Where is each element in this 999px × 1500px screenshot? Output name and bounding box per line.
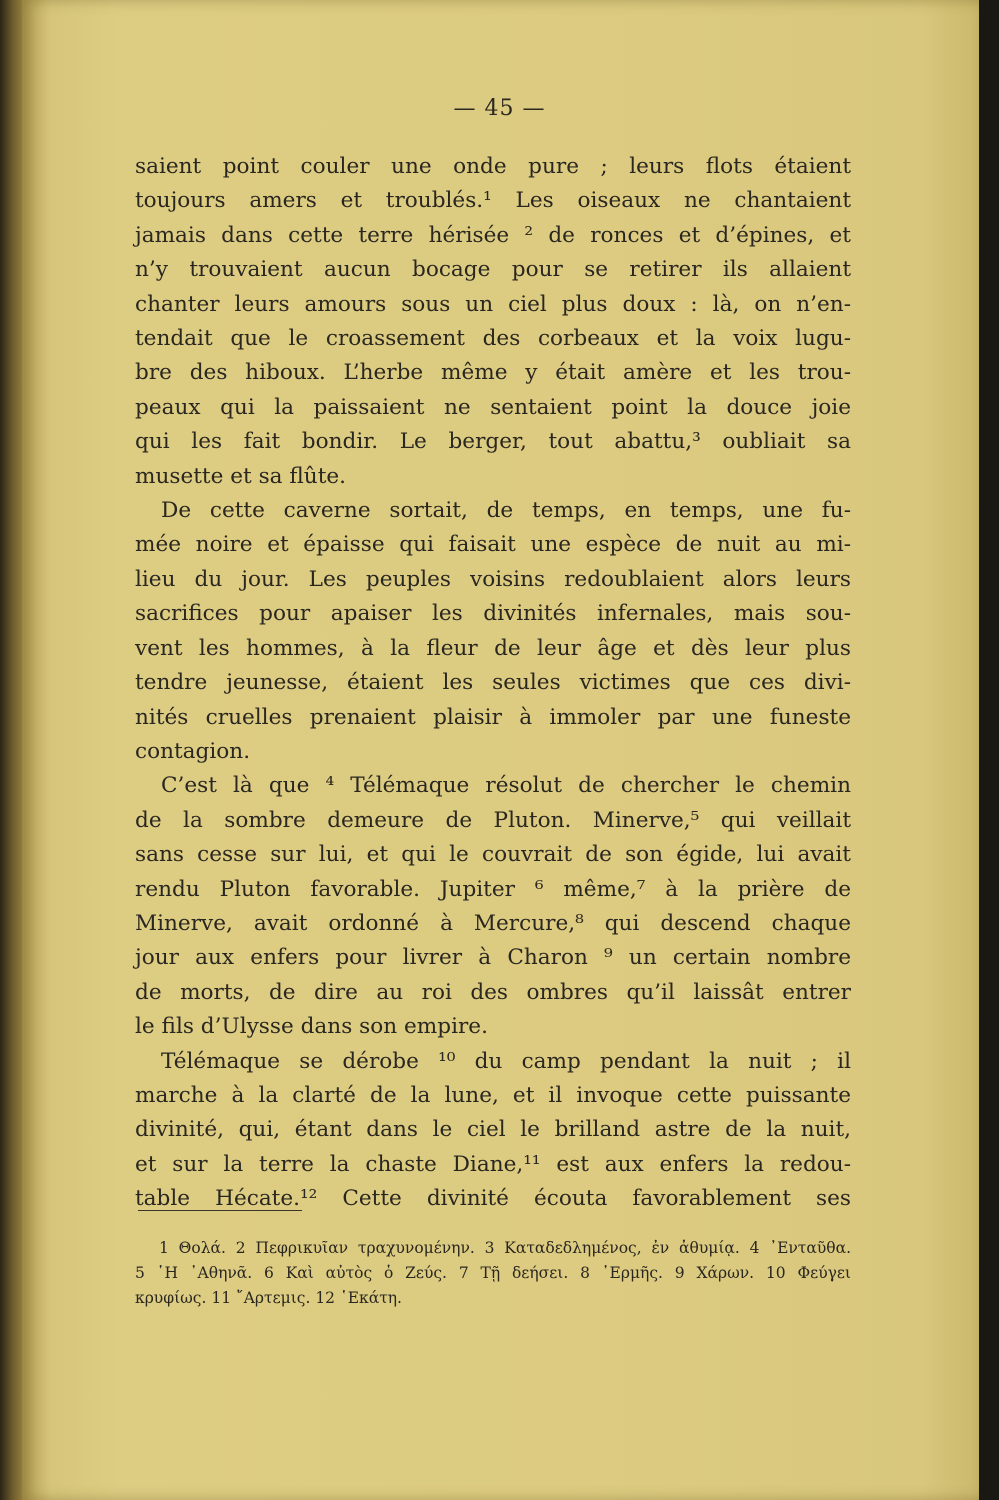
footnotes xyxy=(135,1236,851,1311)
footnote-separator xyxy=(138,1210,302,1211)
footnote-line: 5 ῾Η ᾽Αθηνᾶ. 6 Καὶ αὐτὸς ὁ Ζεύς. 7 Τῇ δεήσει. 8 ῾Ερμῆς. 9 Χάρων. 10 Φεύγει xyxy=(135,1264,851,1282)
text-line: contagion. xyxy=(135,738,251,764)
text-line: Télémaque se dérobe ¹⁰ du camp pendant la nuit ; il xyxy=(161,1048,851,1074)
text-line: tendre jeunesse, étaient les seules victimes que ces divi- xyxy=(135,670,851,696)
text-line: toujours amers et troublés.¹ Les oiseaux ne chantaient xyxy=(135,188,851,214)
text-line: rendu Pluton favorable. Jupiter ⁶ même,⁷ à la prière de xyxy=(135,876,851,902)
text-line: jamais dans cette terre hérisée ² de ronces et d’épines, et xyxy=(135,222,851,248)
text-line: qui les fait bondir. Le berger, tout abattu,³ oubliait sa xyxy=(135,429,851,455)
text-line: marche à la clarté de la lune, et il invoque cette puissante xyxy=(135,1082,851,1108)
footnote-line: 1 Θολά. 2 Πεφρικυῖαν τραχυνομένην. 3 Καταδεδλημένος, ἐν ἀθυμίᾳ. 4 ᾽Ενταῦθα. xyxy=(159,1239,851,1257)
text-line: chanter leurs amours sous un ciel plus doux : là, on n’en- xyxy=(135,291,851,317)
main-text xyxy=(135,150,851,1217)
text-line: de morts, de dire au roi des ombres qu’il laissât entrer xyxy=(135,979,851,1005)
text-line: musette et sa flûte. xyxy=(135,463,347,489)
text-line: nités cruelles prenaient plaisir à immoler par une funeste xyxy=(135,704,851,730)
text-line: bre des hiboux. L’herbe même y était amère et les trou- xyxy=(135,360,851,386)
text-line: saient point couler une onde pure ; leurs flots étaient xyxy=(135,154,851,179)
page-right-edge xyxy=(979,0,999,1500)
text-line: jour aux enfers pour livrer à Charon ⁹ un certain nombre xyxy=(135,945,851,971)
text-line: peaux qui la paissaient ne sentaient point la douce joie xyxy=(135,394,851,420)
text-line: Minerve, avait ordonné à Mercure,⁸ qui descend chaque xyxy=(135,910,851,936)
text-line: mée noire et épaisse qui faisait une espèce de nuit au mi- xyxy=(135,532,851,558)
text-line: divinité, qui, étant dans le ciel le brilland astre de la nuit, xyxy=(135,1117,851,1143)
page-number: — 45 — xyxy=(453,96,546,121)
book-spine-edge xyxy=(0,0,22,1500)
text-line: n’y trouvaient aucun bocage pour se retirer ils allaient xyxy=(135,257,851,283)
text-line: le fils d’Ulysse dans son empire. xyxy=(135,1014,488,1040)
text-line: et sur la terre la chaste Diane,¹¹ est aux enfers la redou- xyxy=(135,1151,851,1177)
text-line: vent les hommes, à la fleur de leur âge et dès leur plus xyxy=(135,635,851,661)
text-line: tendait que le croassement des corbeaux et la voix lugu- xyxy=(135,326,851,352)
text-line: sans cesse sur lui, et qui le couvrait de son égide, lui avait xyxy=(135,842,851,868)
text-line: De cette caverne sortait, de temps, en temps, une fu- xyxy=(161,498,851,524)
text-line: sacrifices pour apaiser les divinités infernales, mais sou- xyxy=(135,601,851,627)
text-line: de la sombre demeure de Pluton. Minerve,⁵ qui veillait xyxy=(135,807,851,833)
text-line: table Hécate.¹² Cette divinité écouta favorablement ses xyxy=(135,1186,851,1212)
text-line: C’est là que ⁴ Télémaque résolut de chercher le chemin xyxy=(161,773,851,799)
footnote-line: κρυφίως. 11 ῎Αρτεμις. 12 ῾Εκάτη. xyxy=(135,1289,402,1307)
text-line: lieu du jour. Les peuples voisins redoublaient alors leurs xyxy=(135,566,851,592)
